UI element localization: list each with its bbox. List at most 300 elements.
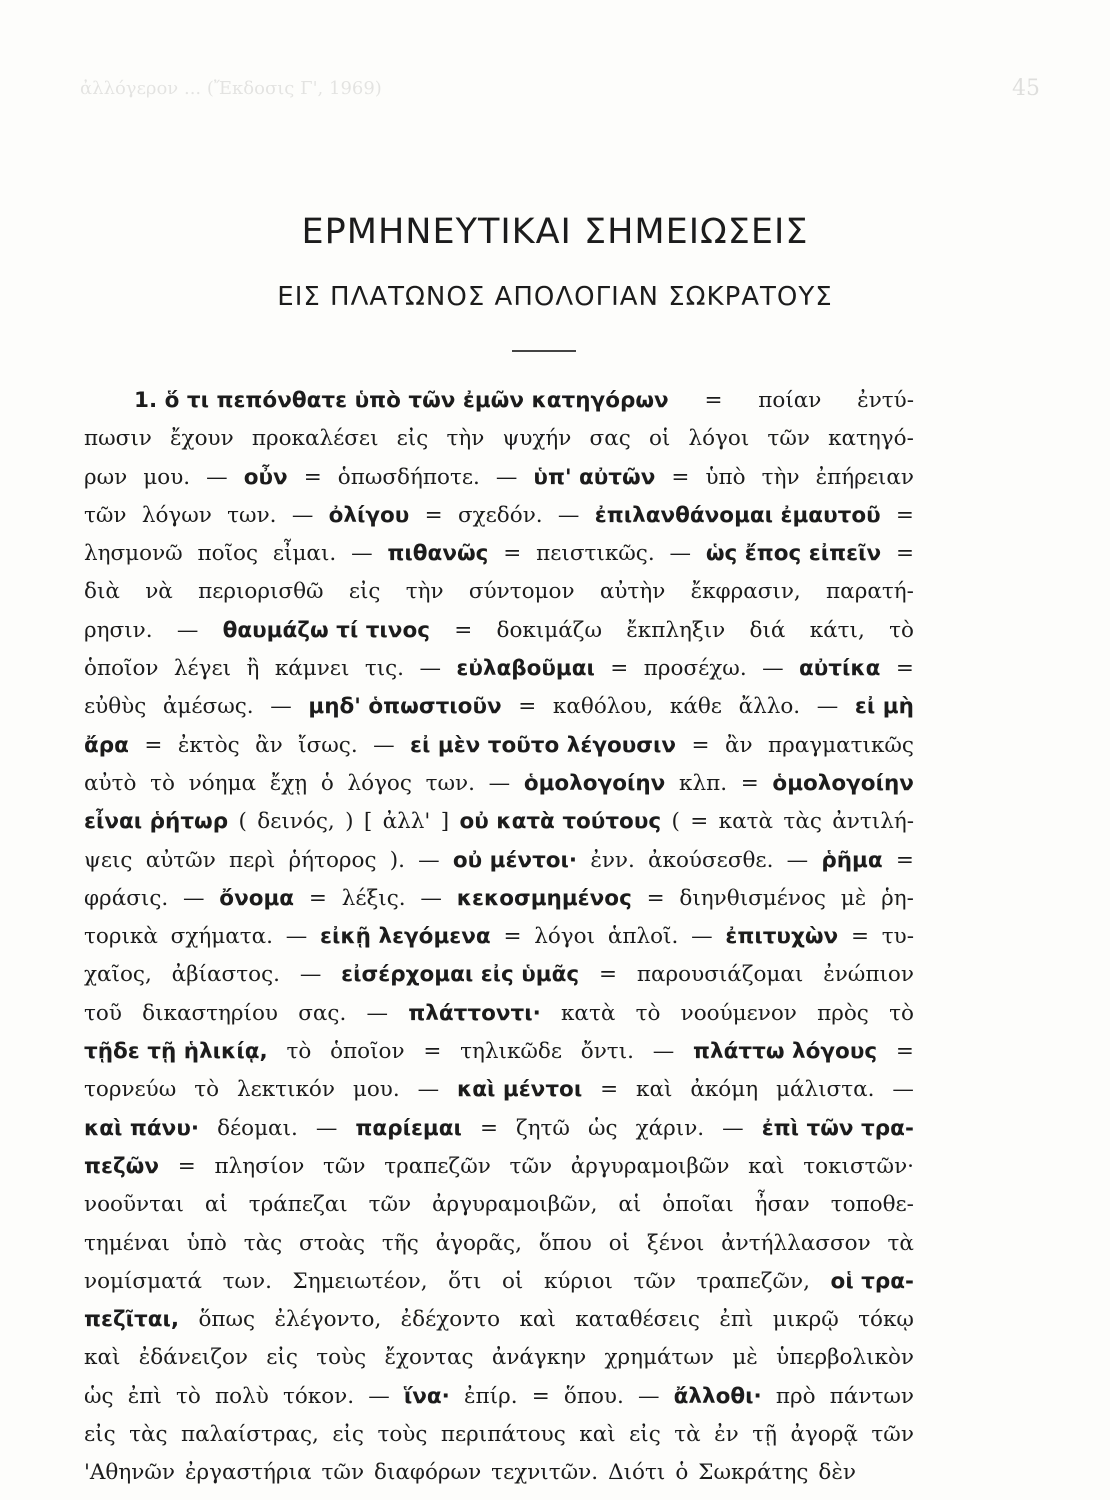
gloss-text: νοοῦνται: [84, 1192, 184, 1218]
gloss-text: εὐθὺς: [84, 694, 147, 720]
text-line: [84, 579, 914, 617]
gloss-text: —: [176, 617, 199, 643]
text-line: [84, 771, 914, 809]
gloss-text: μου.: [143, 464, 191, 490]
gloss-text: ).: [389, 847, 405, 873]
gloss-text: =: [479, 1115, 498, 1141]
gloss-text: λεκτικόν: [236, 1077, 335, 1103]
gloss-text: αὐτὸ: [84, 770, 137, 796]
gloss-text: ὑπὸ: [186, 1230, 227, 1256]
gloss-text: εἰς: [266, 1345, 298, 1371]
text-line: [84, 809, 914, 847]
gloss-text: ): [345, 809, 354, 835]
bleed-through-header: ἀλλόγερον ... (Ἔκδοσις Γ', 1969): [80, 78, 382, 99]
gloss-text: τῶν: [767, 426, 810, 452]
gloss-text: τραπεζῶν: [384, 1153, 491, 1179]
text-line: [84, 886, 914, 924]
gloss-text: ἦσαν: [754, 1192, 810, 1218]
gloss-text: τῇ: [752, 1422, 777, 1448]
gloss-text: τῶν: [871, 1422, 914, 1448]
gloss-text: =: [531, 1383, 550, 1409]
gloss-text: τῶν: [321, 1460, 365, 1486]
gloss-text: δοκιμάζω: [496, 617, 602, 643]
gloss-text: —: [495, 464, 518, 490]
gloss-text: εἰς: [332, 1422, 364, 1448]
lemma-term: οὐ μέντοι·: [452, 847, 578, 873]
gloss-text: ἂν: [724, 732, 753, 758]
lemma-term: πεζῶν: [84, 1153, 160, 1179]
gloss-text: τραπεζῶν,: [696, 1268, 810, 1294]
text-line: [84, 848, 914, 886]
lemma-term: εἰσέρχομαι εἰς ὑμᾶς: [341, 962, 580, 988]
commentary-body: [84, 388, 914, 1499]
gloss-text: =: [599, 962, 618, 988]
gloss-text: —: [315, 1115, 338, 1141]
text-line: [84, 541, 914, 579]
gloss-text: ζητῶ: [515, 1115, 570, 1141]
text-line: [84, 1039, 914, 1077]
gloss-text: ]: [440, 809, 450, 835]
gloss-text: ἀνάγκην: [491, 1345, 587, 1371]
gloss-text: —: [418, 847, 440, 873]
gloss-text: =: [177, 1153, 196, 1179]
gloss-text: κάμνει: [274, 656, 350, 682]
gloss-text: τὸ: [194, 1077, 220, 1103]
gloss-text: =: [454, 617, 473, 643]
gloss-text: νοούμενον: [680, 1000, 797, 1026]
gloss-text: —: [691, 924, 713, 950]
lemma-term: καὶ μέντοι: [456, 1077, 583, 1103]
gloss-text: τορικὰ: [84, 924, 158, 950]
gloss-text: —: [285, 924, 308, 950]
gloss-text: ἐνώπιον: [823, 962, 914, 988]
gloss-text: —: [299, 962, 322, 988]
lemma-term: καὶ πάνυ·: [84, 1115, 200, 1141]
text-line: [84, 656, 914, 694]
gloss-text: ἐντύ-: [857, 388, 914, 413]
gloss-text: ρησιν.: [84, 617, 153, 643]
gloss-text: μάλιστα.: [776, 1077, 875, 1103]
page-title: ΕΡΜΗΝΕΥΤΙΚΑΙ ΣΗΜΕΙΩΣΕΙΣ: [301, 212, 809, 252]
gloss-text: λόγοι: [688, 426, 750, 452]
gloss-text: πλησίον: [214, 1153, 305, 1179]
gloss-text: πρὸς: [817, 1000, 869, 1026]
gloss-text: των.: [425, 770, 475, 796]
lemma-term: αὐτίκα: [799, 656, 881, 682]
gloss-text: =: [518, 694, 537, 720]
gloss-text: νὰ: [145, 579, 173, 605]
lemma-term: κεκοσμημένος: [456, 885, 632, 911]
gloss-text: τὰ: [887, 1230, 914, 1256]
gloss-text: περιορισθῶ: [198, 579, 324, 605]
gloss-text: εἰς: [348, 579, 381, 605]
gloss-text: τὰς: [243, 1230, 283, 1256]
gloss-text: —: [420, 885, 442, 911]
text-line: [84, 388, 914, 426]
gloss-text: ψεις: [84, 847, 133, 873]
gloss-text: ὑπερβολικὸν: [776, 1345, 914, 1371]
gloss-text: ἀγορᾷ: [790, 1422, 858, 1448]
gloss-text: σχήματα.: [170, 924, 273, 950]
bleed-through-page-number: 45: [1012, 76, 1040, 101]
gloss-text: —: [351, 541, 373, 567]
gloss-text: ἀργυραμοιβῶν,: [432, 1192, 598, 1218]
gloss-text: διὰ: [84, 579, 120, 605]
gloss-text: ἐπήρειαν: [815, 464, 914, 490]
text-line: [84, 962, 914, 1000]
gloss-text: μου.: [352, 1077, 400, 1103]
gloss-text: =: [740, 770, 759, 796]
gloss-text: —: [488, 770, 511, 796]
gloss-text: κάθε: [669, 694, 722, 720]
lemma-term: πιθανῶς: [387, 541, 489, 567]
gloss-text: =: [308, 885, 327, 911]
gloss-text: =: [895, 1039, 914, 1065]
gloss-text: κάτι,: [809, 617, 865, 643]
lemma-term: εὐλαβοῦμαι: [456, 656, 595, 682]
gloss-text: φράσις.: [84, 885, 169, 911]
text-line: [84, 426, 914, 464]
title-divider: [512, 350, 576, 352]
gloss-text: =: [503, 541, 522, 567]
gloss-text: ἴσως.: [298, 732, 358, 758]
text-line: [84, 694, 914, 732]
lemma-term: οὐ κατὰ τούτους: [459, 809, 662, 835]
gloss-text: —: [762, 656, 784, 682]
gloss-text: καὶ: [84, 1345, 121, 1371]
gloss-text: —: [419, 656, 441, 682]
gloss-text: ἔκφρασιν,: [690, 579, 801, 605]
lemma-term: 1. ὅ τι πεπόνθατε ὑπὸ τῶν ἐμῶν κατηγόρων: [134, 388, 669, 413]
gloss-text: ἐδάνειζον: [138, 1345, 248, 1371]
gloss-text: —: [366, 1000, 389, 1026]
gloss-text: στοὰς: [299, 1230, 366, 1256]
gloss-text: ὁ: [675, 1460, 689, 1486]
gloss-text: τὸ: [889, 1000, 914, 1026]
gloss-text: διηνθισμένος: [679, 885, 826, 911]
gloss-text: —: [368, 1383, 390, 1409]
gloss-text: κατὰ: [718, 809, 774, 835]
gloss-text: δικαστηρίου: [142, 1000, 279, 1026]
text-line: [84, 1077, 914, 1115]
gloss-text: ρων: [84, 464, 128, 490]
gloss-text: πειστικῶς.: [536, 541, 655, 567]
text-line: [84, 1269, 914, 1307]
gloss-text: μὲ: [732, 1345, 758, 1371]
gloss-text: ἔκπληξιν: [626, 617, 726, 643]
gloss-text: λέξις.: [341, 885, 406, 911]
gloss-text: κατηγό-: [828, 426, 914, 452]
gloss-text: ὡς: [587, 1115, 618, 1141]
gloss-text: λέγει: [173, 656, 232, 682]
gloss-text: =: [895, 656, 914, 682]
lemma-term: εἶναι ῥήτωρ: [84, 809, 229, 835]
gloss-text: αἱ: [618, 1192, 642, 1218]
gloss-text: οἱ: [501, 1268, 524, 1294]
gloss-text: προκαλέσει: [251, 426, 379, 452]
gloss-text: [: [363, 809, 373, 835]
gloss-text: ὅπως: [198, 1307, 256, 1333]
gloss-text: τὴν: [446, 426, 485, 452]
gloss-text: τὸ: [889, 617, 914, 643]
gloss-text: τῶν: [323, 1153, 366, 1179]
gloss-text: ἐν: [714, 1422, 739, 1448]
lemma-term: οἱ τρα-: [830, 1268, 914, 1294]
gloss-text: ἀμέσως.: [162, 694, 254, 720]
gloss-text: σύντομον: [468, 579, 575, 605]
text-line: [84, 1192, 914, 1230]
gloss-text: των.: [222, 1268, 272, 1294]
gloss-text: αὐτῶν: [145, 847, 216, 873]
gloss-text: δὲν: [818, 1460, 856, 1486]
gloss-text: τῆς: [381, 1230, 419, 1256]
gloss-text: =: [671, 464, 690, 490]
gloss-text: τόκῳ: [858, 1307, 914, 1333]
text-line: [84, 924, 914, 962]
gloss-text: ἐργαστήρια: [184, 1460, 312, 1486]
lemma-term: ἐπιλανθάνομαι ἐμαυτοῦ: [594, 502, 881, 528]
gloss-text: —: [373, 732, 395, 758]
gloss-text: οἱ: [608, 1230, 631, 1256]
gloss-text: εἰς: [629, 1422, 661, 1448]
gloss-text: τῶν: [633, 1268, 676, 1294]
gloss-text: καὶ: [748, 1153, 785, 1179]
gloss-text: διαφόρων: [374, 1460, 482, 1486]
gloss-text: ἔχῃ: [269, 770, 308, 796]
gloss-text: τημέναι: [84, 1230, 170, 1256]
lemma-term: ὄνομα: [219, 885, 295, 911]
gloss-text: ἐπὶ: [719, 1307, 754, 1333]
gloss-text: ἀλλ': [382, 809, 431, 835]
gloss-text: πολὺ: [215, 1383, 269, 1409]
gloss-text: τοὺς: [377, 1422, 428, 1448]
gloss-text: πάντων: [829, 1383, 914, 1409]
gloss-text: τοῦ: [84, 1000, 122, 1026]
gloss-text: πωσιν: [84, 426, 152, 452]
gloss-text: —: [722, 1115, 744, 1141]
gloss-text: παλαίστρας,: [181, 1422, 319, 1448]
gloss-text: ἢ: [246, 656, 260, 682]
text-line: [84, 1384, 914, 1422]
gloss-text: των.: [227, 502, 277, 528]
gloss-text: οἱ: [648, 426, 671, 452]
gloss-text: ὁποῖον: [84, 656, 159, 682]
gloss-text: =: [690, 809, 709, 835]
lemma-term: οὖν: [243, 464, 288, 490]
gloss-text: ψυχήν: [502, 426, 572, 452]
gloss-text: χαῖος,: [84, 962, 152, 988]
gloss-text: =: [691, 732, 710, 758]
gloss-text: τεχνιτῶν.: [491, 1460, 599, 1486]
gloss-text: ὡς: [84, 1383, 114, 1409]
gloss-text: αὐτὴν: [599, 579, 666, 605]
lemma-term: εἰκῇ λεγόμενα: [320, 924, 491, 950]
gloss-text: =: [144, 732, 163, 758]
gloss-text: Σωκράτης: [698, 1460, 809, 1486]
gloss-text: νόημα: [188, 770, 257, 796]
gloss-text: (: [671, 809, 680, 835]
gloss-text: τορνεύω: [84, 1077, 177, 1103]
gloss-text: τοκιστῶν·: [803, 1153, 914, 1179]
gloss-text: ὅπου: [538, 1230, 592, 1256]
gloss-text: τὸ: [150, 770, 175, 796]
gloss-text: ἂν: [255, 732, 283, 758]
gloss-text: τὸ: [176, 1383, 201, 1409]
text-line: [84, 1231, 914, 1269]
gloss-text: τράπεζαι: [248, 1192, 348, 1218]
lemma-term: ἄρα: [84, 732, 129, 758]
gloss-text: —: [892, 1077, 914, 1103]
gloss-text: ἀκόμη: [690, 1077, 759, 1103]
gloss-text: χάριν.: [635, 1115, 705, 1141]
gloss-text: τοὺς: [316, 1345, 367, 1371]
gloss-text: =: [303, 464, 322, 490]
gloss-text: ἐκτὸς: [177, 732, 240, 758]
gloss-text: =: [646, 885, 665, 911]
lemma-term: εἰ μὴ: [854, 694, 914, 720]
gloss-text: τῶν: [509, 1153, 553, 1179]
gloss-text: περὶ: [228, 847, 276, 873]
gloss-text: αἱ: [204, 1192, 228, 1218]
gloss-text: =: [895, 541, 914, 567]
gloss-text: κατὰ: [560, 1000, 616, 1026]
lemma-term: ὑπ' αὐτῶν: [533, 464, 656, 490]
gloss-text: —: [669, 541, 692, 567]
gloss-text: =: [850, 924, 869, 950]
gloss-text: εἶμαι.: [272, 541, 337, 567]
gloss-text: λησμονῶ: [84, 541, 183, 567]
gloss-text: ὁποῖον: [330, 1039, 405, 1065]
gloss-text: κλπ.: [679, 770, 728, 796]
lemma-term: ἵνα·: [403, 1383, 450, 1409]
lemma-term: θαυμάζω τί τινος: [222, 617, 430, 643]
gloss-text: ἐδέχοντο: [400, 1307, 501, 1333]
gloss-text: =: [895, 847, 914, 873]
gloss-text: ἀβίαστος.: [171, 962, 280, 988]
gloss-text: τῶν: [84, 502, 127, 528]
gloss-text: σχεδόν.: [457, 502, 543, 528]
gloss-text: κύριοι: [543, 1268, 613, 1294]
gloss-text: λόγος: [347, 770, 412, 796]
gloss-text: ἐλέγοντο,: [274, 1307, 382, 1333]
gloss-text: =: [423, 1039, 442, 1065]
gloss-text: ἀγορᾶς,: [435, 1230, 522, 1256]
lemma-term: ὡς ἔπος εἰπεῖν: [705, 541, 882, 567]
gloss-text: παρατή-: [826, 579, 914, 605]
gloss-text: 'Αθηνῶν: [84, 1460, 175, 1486]
gloss-text: ἐπίρ.: [464, 1383, 518, 1409]
gloss-text: προσέχω.: [643, 656, 747, 682]
gloss-text: =: [610, 656, 629, 682]
text-line: [84, 733, 914, 771]
gloss-text: καὶ: [519, 1307, 556, 1333]
gloss-text: τὰς: [783, 809, 822, 835]
gloss-text: —: [557, 502, 580, 528]
page-subtitle: ΕΙΣ ΠΛΑΤΩΝΟΣ ΑΠΟΛΟΓΙΑΝ ΣΩΚΡΑΤΟΥΣ: [277, 282, 833, 312]
lemma-term: πλάττω λόγους: [693, 1039, 878, 1065]
text-line: [84, 1345, 914, 1383]
gloss-text: —: [816, 694, 839, 720]
gloss-text: πρὸ: [775, 1383, 816, 1409]
gloss-text: τὸ: [286, 1039, 312, 1065]
gloss-text: τὴν: [761, 464, 800, 490]
gloss-text: ἀντήλλασσον: [721, 1230, 871, 1256]
gloss-text: λόγων: [141, 502, 212, 528]
gloss-text: τῶν: [368, 1192, 412, 1218]
lemma-term: ὀλίγου: [328, 502, 410, 528]
lemma-term: ῥῆμα: [821, 847, 883, 873]
gloss-text: Σημειωτέον,: [292, 1268, 428, 1294]
gloss-text: ποῖος: [197, 541, 259, 567]
lemma-term: ὁμολογοίην: [772, 770, 914, 796]
gloss-text: —: [638, 1383, 660, 1409]
lemma-term: παρίεμαι: [355, 1115, 462, 1141]
lemma-term: ἐπιτυχὼν: [725, 924, 839, 950]
text-line: [84, 1422, 914, 1460]
gloss-text: =: [600, 1077, 619, 1103]
lemma-term: εἰ μὲν τοῦτο λέγουσιν: [410, 732, 677, 758]
gloss-text: (: [238, 809, 247, 835]
gloss-text: εἰς: [84, 1422, 116, 1448]
gloss-text: ὁ: [320, 770, 334, 796]
lemma-term: πεζῖται,: [84, 1307, 180, 1333]
gloss-text: νομίσματά: [84, 1268, 202, 1294]
gloss-text: ἔχοντας: [384, 1345, 474, 1371]
gloss-text: τὴν: [405, 579, 444, 605]
text-line: [84, 1001, 914, 1039]
gloss-text: τὰ: [674, 1422, 701, 1448]
gloss-text: —: [291, 502, 314, 528]
gloss-text: ὑπὸ: [705, 464, 746, 490]
text-line: [84, 1307, 914, 1345]
gloss-text: =: [424, 502, 443, 528]
gloss-text: ἐπὶ: [127, 1383, 162, 1409]
gloss-text: τοποθε-: [830, 1192, 914, 1218]
text-line: [84, 1154, 914, 1192]
text-line: [84, 465, 914, 503]
gloss-text: ἄλλο.: [738, 694, 801, 720]
gloss-text: ἐνν.: [590, 847, 635, 873]
lemma-term: τῇδε τῇ ἡλικίᾳ,: [84, 1039, 268, 1065]
gloss-text: =: [704, 388, 723, 413]
gloss-text: μικρῷ: [772, 1307, 839, 1333]
gloss-text: περιπάτους: [440, 1422, 566, 1448]
gloss-text: σας: [589, 426, 631, 452]
gloss-text: τυ-: [881, 924, 914, 950]
gloss-text: —: [417, 1077, 440, 1103]
gloss-text: ῥη-: [881, 885, 914, 911]
gloss-text: τὸ: [635, 1000, 661, 1026]
text-line: [84, 1116, 914, 1154]
gloss-text: ὄντι.: [580, 1039, 634, 1065]
gloss-text: —: [183, 885, 205, 911]
gloss-text: ὁπωσδήποτε.: [337, 464, 480, 490]
gloss-text: ποίαν: [758, 388, 822, 413]
gloss-text: διά: [749, 617, 786, 643]
gloss-text: ἔχουν: [170, 426, 234, 452]
lemma-term: ἐπὶ τῶν τρα-: [761, 1115, 914, 1141]
gloss-text: —: [206, 464, 228, 490]
gloss-text: τις.: [364, 656, 405, 682]
gloss-text: μὲ: [840, 885, 867, 911]
text-line: [84, 503, 914, 541]
lemma-term: ὁμολογοίην: [523, 770, 666, 796]
gloss-text: ὅτι: [448, 1268, 482, 1294]
gloss-text: —: [786, 847, 809, 873]
gloss-text: τὰς: [129, 1422, 168, 1448]
gloss-text: καταθέσεις: [575, 1307, 700, 1333]
gloss-text: =: [895, 502, 914, 528]
